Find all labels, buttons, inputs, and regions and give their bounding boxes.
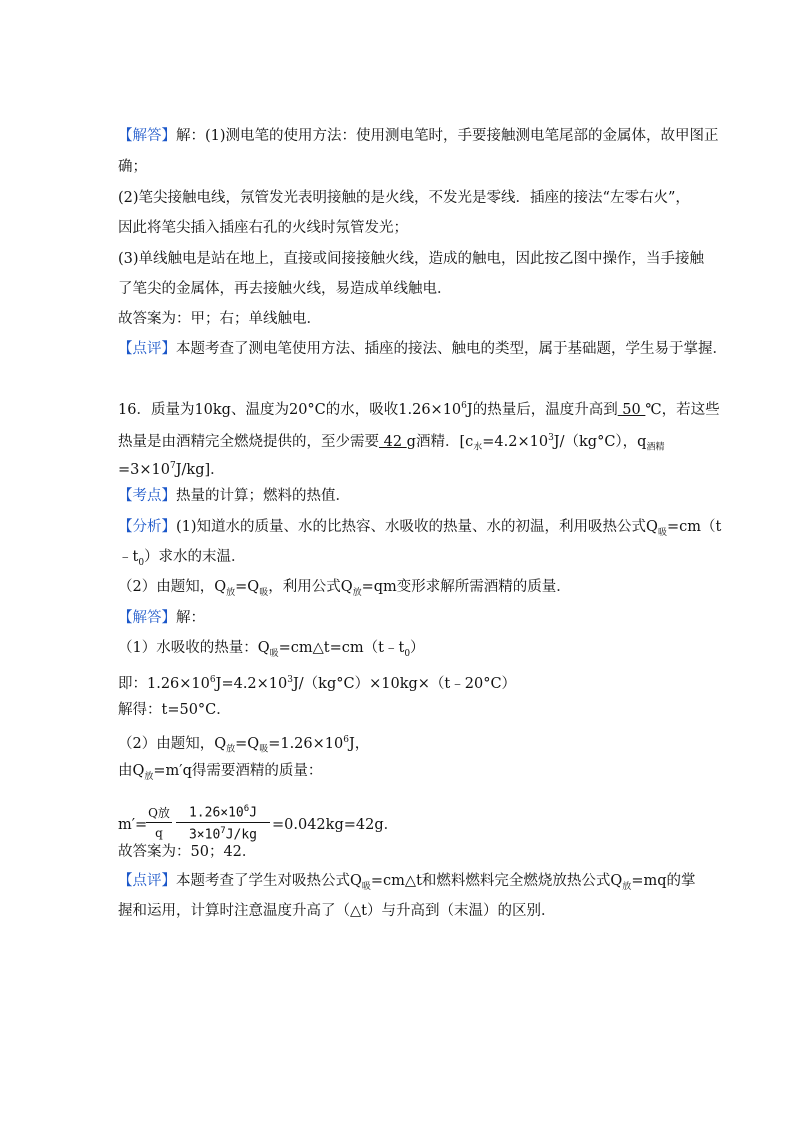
frac2-den: $3\times 10^7J/kg$	[188, 826, 258, 843]
formula-result: =0.042kg=42g．	[272, 817, 399, 833]
text-line: 确；	[118, 159, 147, 175]
frac1-den: q	[155, 826, 163, 840]
kaodian-line: 【考点】热量的计算；燃料的热值．	[118, 488, 350, 504]
frac2-num: $1.26\times 10^6J$	[188, 804, 258, 821]
text-line: 因此将笔尖插入插座右孔的火线时氖管发光；	[118, 220, 408, 236]
blank-answer-2: 42	[379, 433, 407, 450]
formula-prefix: m′=	[118, 817, 148, 833]
solution-line: 解得：t=50°C．	[118, 702, 231, 718]
solution-line: （2）由题知，$Q_放=Q_吸=1.26\times 10^6J$，	[118, 735, 370, 755]
analysis-line: （2）由题知，$Q_放=Q_吸$，利用公式$Q_放=qm$变形求解所需酒精的质量．	[118, 579, 571, 598]
frac1-line	[146, 822, 172, 823]
solution-line: （1）水吸收的热量：$Q_吸=cm\triangle t=cm(t﹣t_0)$	[118, 640, 425, 659]
tag-analysis: 【分析】	[118, 519, 176, 535]
solution-line: 由$Q_放=m'q$得需要酒精的质量：	[118, 763, 323, 782]
tag-comment: 【点评】	[118, 873, 176, 889]
text-line: 【解答】解：(1)测电笔的使用方法：使用测电笔时，手要接触测电笔尾部的金属体，故甲图正	[118, 128, 719, 144]
analysis-line: $﹣t_0$）求水的末温．	[118, 549, 246, 568]
text-line: 了笔尖的金属体，再去接触火线，易造成单线触电．	[118, 281, 452, 297]
tag-answer: 【解答】	[118, 610, 176, 626]
comment-line: 【点评】本题考查了学生对吸热公式$Q_吸=cm\triangle t$和燃料燃料完全燃烧放热公式$Q_放=mq$的掌	[118, 873, 696, 892]
frac1-num: Q放	[148, 806, 170, 820]
question-line: 热量是由酒精完全燃烧提供的，至少需要 42 g酒精．[$c_水=4.2\times 10^3J/(kg^\circ C)$，$q_{酒精}$	[118, 433, 665, 453]
frac2-line	[176, 822, 270, 823]
text-line: 故答案为：甲；右；单线触电．	[118, 311, 321, 327]
tag-comment: 【点评】	[118, 341, 176, 357]
text-line: 【点评】本题考查了测电笔使用方法、插座的接法、触电的类型，属于基础题，学生易于掌握．	[118, 341, 727, 357]
solution-line: 即：$1.26\times 10^6J=4.2\times 10^3J/(kg^\circ C)\times 10kg\times(t﹣20^\circ C)$	[118, 675, 517, 692]
question-line: 16．质量为10kg、温度为20°C的水，吸收$1.26\times 10^6J$的热量后，温度升高到 50 ℃，若这些	[118, 401, 720, 418]
solution-line: 【解答】解：	[118, 610, 205, 626]
blank-answer-1: 50	[617, 401, 646, 418]
text-line: (2)笔尖接触电线，氖管发光表明接触的是火线，不发光是零线．插座的接法“左零右火”，	[118, 190, 690, 206]
answer-line: 故答案为：50；42．	[118, 844, 257, 860]
tag-answer: 【解答】	[118, 128, 176, 144]
comment-line: 握和运用，计算时注意温度升高了（△t）与升高到（末温）的区别．	[118, 903, 556, 919]
text-line: (3)单线触电是站在地上，直接或间接接触火线，造成的触电，因此按乙图中操作，当手接触	[118, 251, 705, 267]
question-line: $=3\times 10^7J/kg$]．	[118, 461, 225, 478]
analysis-line: 【分析】(1)知道水的质量、水的比热容、水吸收的热量、水的初温，利用吸热公式$Q_吸=cm(t$	[118, 519, 722, 538]
tag-kaodian: 【考点】	[118, 488, 176, 504]
